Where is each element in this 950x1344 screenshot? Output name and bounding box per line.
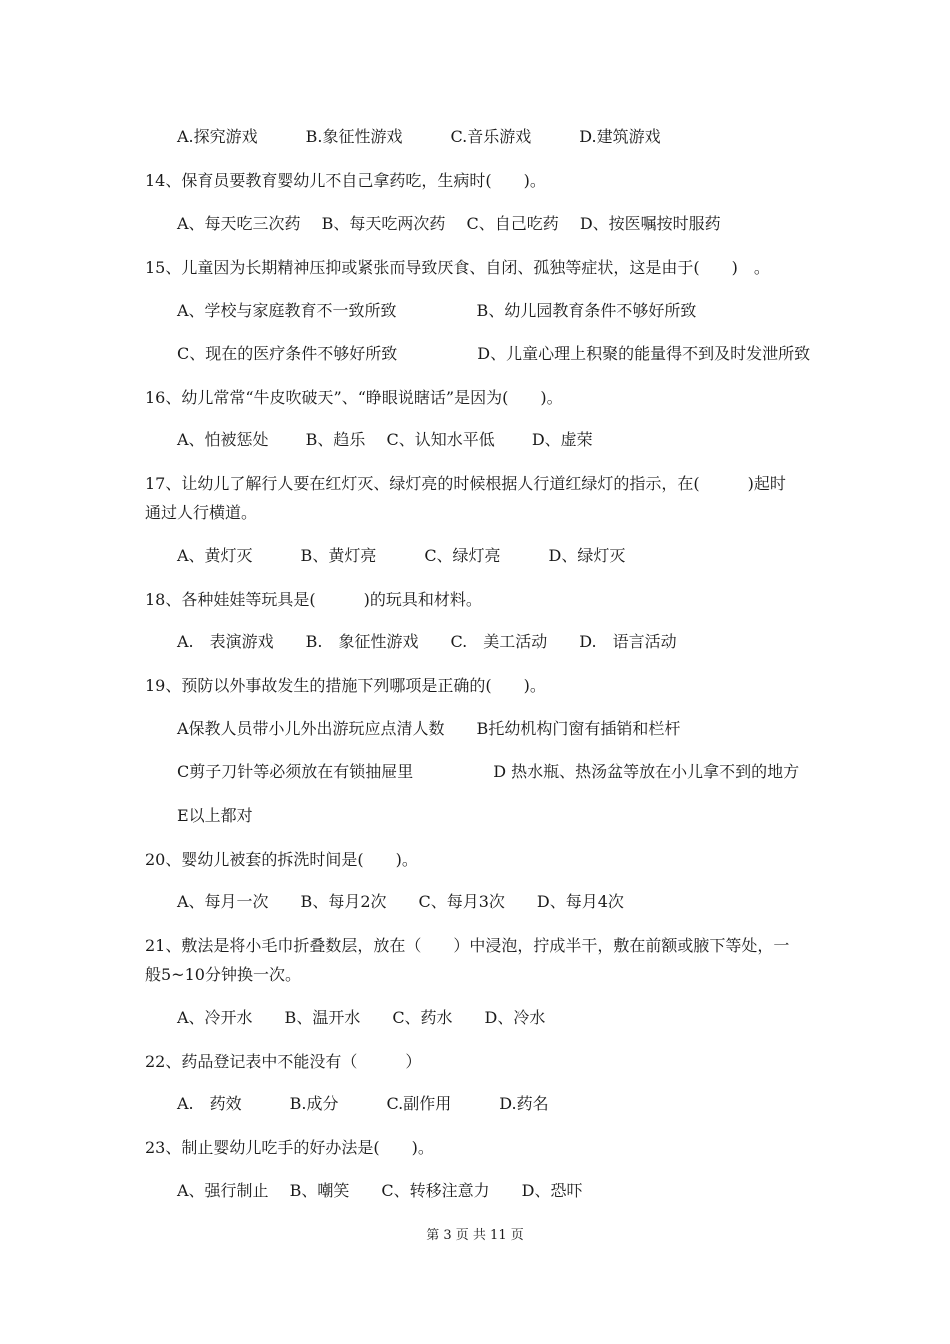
question-line: 般5~10分钟换一次。 bbox=[145, 965, 301, 984]
answer-options-line: A、冷开水 B、温开水 C、药水 D、冷水 bbox=[177, 1008, 546, 1027]
answer-options-line: E以上都对 bbox=[177, 806, 253, 825]
question-line: 通过人行横道。 bbox=[145, 503, 258, 522]
page-footer bbox=[0, 1227, 950, 1245]
question-line: 22、药品登记表中不能没有（ ） bbox=[145, 1052, 422, 1071]
answer-options-line: A. 表演游戏 B. 象征性游戏 C. 美工活动 D. 语言活动 bbox=[177, 632, 677, 651]
question-line: 21、敷法是将小毛巾折叠数层，放在（ ）中浸泡，拧成半干，敷在前额或腋下等处，一 bbox=[145, 936, 790, 955]
question-line: 20、婴幼儿被套的拆洗时间是( )。 bbox=[145, 850, 418, 869]
answer-options-line: A、强行制止 B、嘲笑 C、转移注意力 D、恐吓 bbox=[177, 1181, 583, 1200]
answer-options-line: A、黄灯灭 B、黄灯亮 C、绿灯亮 D、绿灯灭 bbox=[177, 546, 626, 565]
question-line: 17、让幼儿了解行人要在红灯灭、绿灯亮的时候根据人行道红绿灯的指示，在( )起时 bbox=[145, 474, 786, 493]
answer-options-line: A、学校与家庭教育不一致所致 B、幼儿园教育条件不够好所致 bbox=[177, 301, 697, 320]
answer-options-line: A、每月一次 B、每月2次 C、每月3次 D、每月4次 bbox=[177, 892, 624, 911]
question-line: 16、幼儿常常“牛皮吹破天”、“睁眼说瞎话”是因为( )。 bbox=[145, 388, 563, 407]
answer-options-line: C、现在的医疗条件不够好所致 D、儿童心理上积聚的能量得不到及时发泄所致 bbox=[177, 344, 811, 363]
answer-options-line: A、每天吃三次药 B、每天吃两次药 C、自己吃药 D、按医嘱按时服药 bbox=[177, 214, 721, 233]
page-number: 第 3 页 共 11 页 bbox=[426, 1228, 524, 1243]
question-line: 18、各种娃娃等玩具是( )的玩具和材料。 bbox=[145, 590, 482, 609]
question-line: 14、保育员要教育婴幼儿不自己拿药吃，生病时( )。 bbox=[145, 171, 546, 190]
question-line: 15、儿童因为长期精神压抑或紧张而导致厌食、自闭、孤独等症状，这是由于( ) 。 bbox=[145, 258, 770, 277]
question-line: 23、制止婴幼儿吃手的好办法是( )。 bbox=[145, 1138, 434, 1157]
answer-options-line: A、怕被惩处 B、趋乐 C、认知水平低 D、虚荣 bbox=[177, 430, 593, 449]
answer-options-line: A. 药效 B.成分 C.副作用 D.药名 bbox=[177, 1094, 549, 1113]
answer-options-line: A保教人员带小儿外出游玩应点清人数 B托幼机构门窗有插销和栏杆 bbox=[177, 719, 681, 738]
answer-options-line: C剪子刀针等必须放在有锁抽屉里 D 热水瓶、热汤盆等放在小儿拿不到的地方 bbox=[177, 762, 800, 781]
answer-options-line: A.探究游戏 B.象征性游戏 C.音乐游戏 D.建筑游戏 bbox=[177, 127, 661, 146]
question-line: 19、预防以外事故发生的措施下列哪项是正确的( )。 bbox=[145, 676, 546, 695]
